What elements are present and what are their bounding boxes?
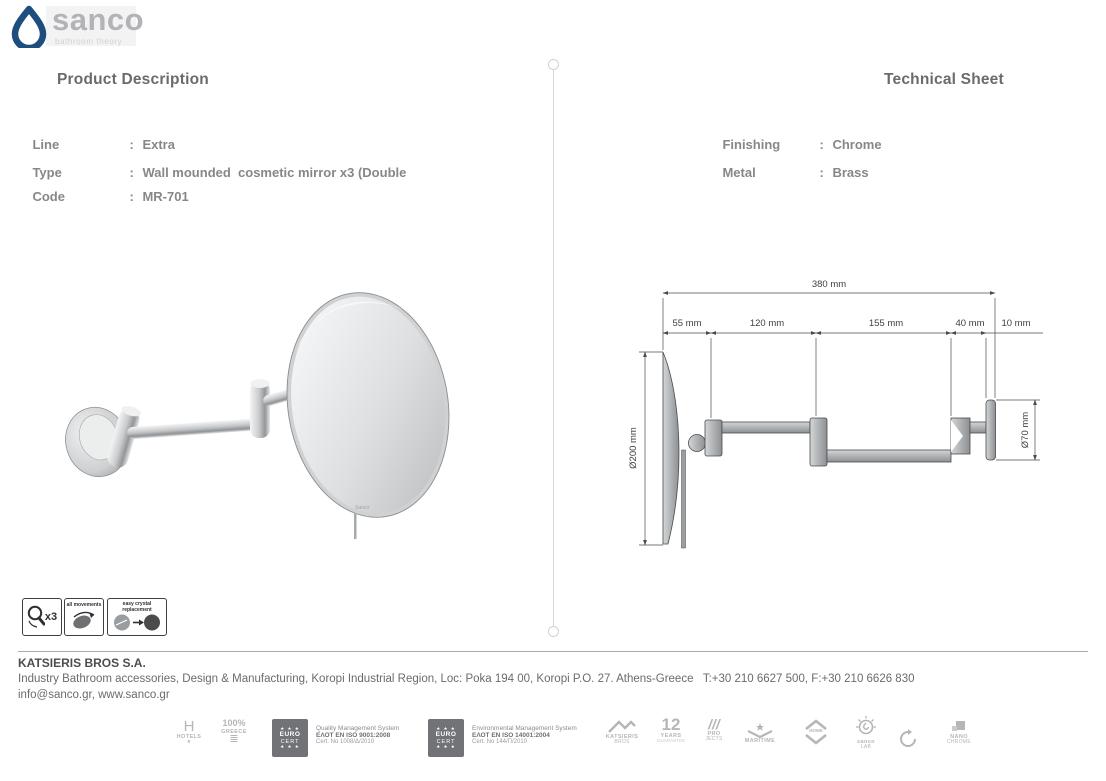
sancolab-line1: sanco xyxy=(857,739,875,745)
mirror-handle-stem xyxy=(354,513,357,539)
joint-cylinder-1 xyxy=(705,420,722,456)
made-in-greece-badge xyxy=(216,719,252,744)
dimension-lines xyxy=(639,293,1043,545)
eurocert-stars: ★ ★ ★ xyxy=(436,744,456,749)
katsieris-bros-badge xyxy=(600,718,644,746)
footer-contacts: info@sanco.gr, www.sanco.gr xyxy=(18,689,170,701)
field-value: Extra xyxy=(142,137,175,152)
dim-seg4: 40 mm xyxy=(955,318,985,329)
dim-mirror-diameter: Ø200 mm xyxy=(628,427,639,469)
eurocert-stars: ★ ★ ★ xyxy=(280,744,300,749)
magnify-label: x3 xyxy=(44,611,58,623)
sanco-drop-icon xyxy=(8,4,50,48)
dim-seg5: 10 mm xyxy=(1001,318,1031,329)
footer-divider xyxy=(18,651,1088,652)
projects-line2: JECTS xyxy=(705,736,723,743)
field-colon: : xyxy=(819,137,824,152)
dim-seg1: 55 mm xyxy=(672,318,702,329)
brand-name: sanco xyxy=(52,2,145,37)
eurocert-euro: EURO xyxy=(279,731,301,738)
hotels-star: ★ xyxy=(186,739,192,746)
product-image xyxy=(55,280,465,570)
dim-overall: 380 mm xyxy=(811,279,847,290)
eurocert-stars: ★ ★ ★ xyxy=(280,725,300,731)
crystal-replacement-icon xyxy=(113,613,161,632)
ball-joint xyxy=(689,435,706,452)
swivel-mirror-icon xyxy=(70,609,98,631)
katsieris-line1: KATSIERIS xyxy=(605,734,639,740)
divider-bottom-dot xyxy=(548,626,559,637)
maritime-badge xyxy=(740,722,780,744)
crystal-label-1: easy crystal xyxy=(122,601,152,607)
field-value: Wall mounded cosmetic mirror x3 (Double xyxy=(142,165,407,180)
quality-cert-title: Quality Management System xyxy=(316,725,400,732)
joint-cylinder-2 xyxy=(810,418,827,466)
years-number: 12 xyxy=(661,715,681,734)
projects-badge xyxy=(697,718,731,743)
roof-icon xyxy=(607,718,637,734)
quality-cert-standard: ΕΛΟΤ EN ISO 9001:2008 xyxy=(316,732,391,740)
field-label: Type xyxy=(32,165,62,180)
mirror-face xyxy=(271,281,464,529)
mirror-watermark: Sanco xyxy=(355,505,370,511)
nanochrome-line1: NANO xyxy=(950,734,968,740)
magnifier-icon xyxy=(27,604,45,630)
hotels-glyph: H xyxy=(183,718,195,735)
eco-badge xyxy=(892,728,924,750)
eurocert-quality-icon xyxy=(272,719,308,757)
projects-stripes-icon: /// xyxy=(708,716,720,732)
wall-connector xyxy=(970,422,986,433)
environment-cert-text xyxy=(472,725,582,746)
sancolab-line2: LAB xyxy=(860,744,872,751)
left-panel-title: Product Description xyxy=(57,71,209,88)
feature-all-movements xyxy=(64,598,104,636)
nano-chrome-badge xyxy=(938,720,980,746)
hotels-badge xyxy=(172,720,206,746)
field-colon: : xyxy=(819,165,824,180)
sanco-lab-badge xyxy=(847,715,885,751)
years-label: YEARS xyxy=(660,733,682,739)
arm-bar-1 xyxy=(722,422,810,433)
quality-cert-text xyxy=(316,725,421,746)
greece-percent: 100% xyxy=(222,718,246,728)
stem xyxy=(682,450,686,548)
home-badge xyxy=(798,719,834,734)
wall-plate xyxy=(986,400,996,460)
nano-squares-icon xyxy=(949,720,969,734)
hotels-label: HOTELS xyxy=(176,734,202,740)
field-label: Code xyxy=(32,189,65,204)
eurocert-cert: CERT xyxy=(436,738,456,745)
dim-seg3: 155 mm xyxy=(868,318,904,329)
badge-strip xyxy=(0,712,1106,774)
greece-label: GREECE xyxy=(221,728,247,735)
field-label: Finishing xyxy=(722,137,781,152)
arm-joint-post xyxy=(250,379,270,438)
arm-segment-1 xyxy=(127,418,256,439)
katsieris-line2: BROS xyxy=(614,739,630,746)
arm-bar-2 xyxy=(827,450,951,462)
eurocert-environment-icon xyxy=(428,719,464,757)
maritime-star-icon xyxy=(746,722,774,738)
mirror-profile xyxy=(663,352,679,544)
technical-drawing xyxy=(620,268,1070,568)
field-colon: : xyxy=(129,165,134,180)
home-label: HOME xyxy=(809,728,823,733)
twelve-years-badge xyxy=(651,717,691,744)
field-colon: : xyxy=(129,189,134,204)
greece-flag-lines-icon: ≣ xyxy=(229,732,239,745)
eurocert-cert: CERT xyxy=(280,738,300,745)
feature-easy-crystal-replacement xyxy=(107,598,167,636)
dim-wall-plate-diameter: Ø70 mm xyxy=(1020,411,1031,449)
brand-tagline: bathroom theory xyxy=(55,37,123,46)
quality-cert-number: Cert. No 1008/Δ/2010 xyxy=(316,739,375,746)
field-value: Brass xyxy=(832,165,869,180)
footer-address: Industry Bathroom accessories, Design & Manufacturing, Koropi Industrial Region, Loc: Poka 194 00, Koropi P.O. 27. Athens-Greece T:+30 210 6627 500, F:+30 210 6626 830 xyxy=(18,673,915,685)
eurocert-stars: ★ ★ ★ xyxy=(436,725,456,731)
field-label: Line xyxy=(32,137,60,152)
field-value: Chrome xyxy=(832,137,882,152)
divider-top-dot xyxy=(548,59,559,70)
eurocert-euro: EURO xyxy=(435,731,457,738)
drawing-parts xyxy=(663,352,996,548)
field-row-code xyxy=(18,174,189,219)
environment-cert-number: Cert. No 144/Π/2010 xyxy=(472,739,528,746)
right-panel-title: Technical Sheet xyxy=(884,71,1004,88)
field-value: MR-701 xyxy=(142,189,189,204)
dim-seg2: 120 mm xyxy=(749,318,785,329)
projects-line1: PRO xyxy=(707,731,721,737)
field-colon: : xyxy=(129,137,134,152)
divider-line xyxy=(553,70,554,626)
years-sub: GUARANTEE xyxy=(656,738,685,744)
lightbulb-icon xyxy=(853,715,879,739)
environment-cert-title: Environmental Management System xyxy=(472,725,577,732)
feature-magnify-x3 xyxy=(22,598,62,636)
nanochrome-line2: CHROME xyxy=(946,739,972,746)
crystal-label-2: replacement xyxy=(122,606,152,613)
field-label: Metal xyxy=(722,165,756,180)
environment-cert-standard: ΕΛΟΤ EN ISO 14001:2004 xyxy=(472,732,550,740)
dimension-labels xyxy=(628,279,1031,469)
maritime-label: MARITIME xyxy=(744,738,776,744)
footer-company: KATSIERIS BROS S.A. xyxy=(18,656,146,670)
circular-arrow-icon xyxy=(897,728,919,750)
all-movements-label: all movements xyxy=(66,602,102,609)
field-row-metal xyxy=(708,150,869,195)
